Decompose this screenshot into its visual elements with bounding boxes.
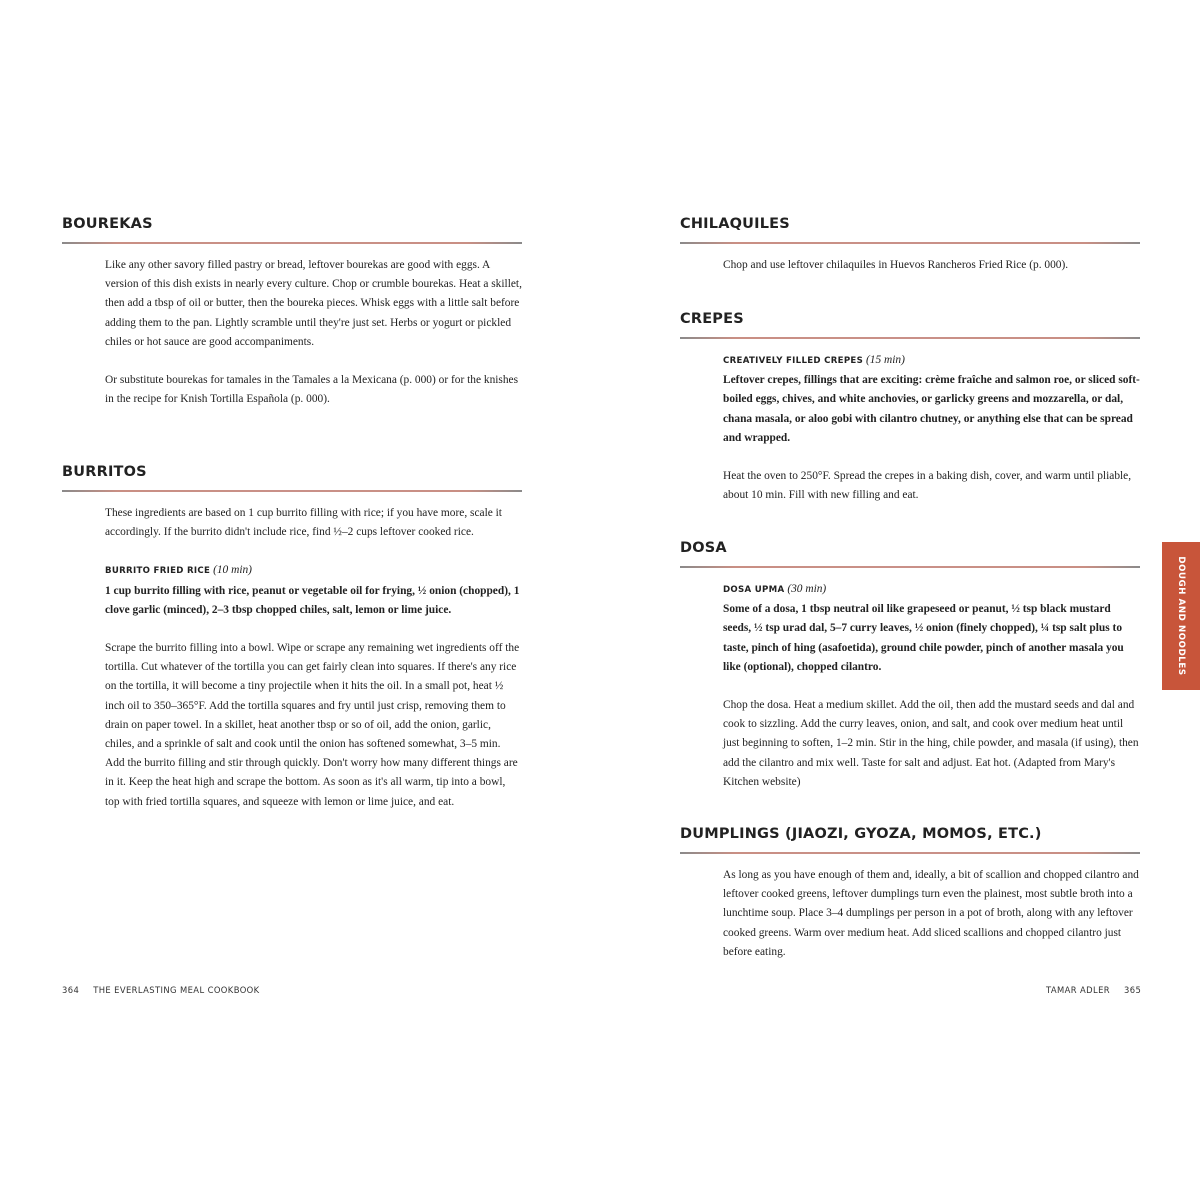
section-heading: CREPES xyxy=(680,311,744,327)
chapter-tab-label: DOUGH AND NOODLES xyxy=(1176,556,1186,676)
section-body xyxy=(105,256,522,409)
recipe-ingredients: Leftover crepes, fillings that are exciting: crème fraîche and salmon roe, or sliced soft-boiled eggs, chives, and white anchovies, or garlicky greens and mozzarella, or dal, chana masala, or aloo gobi with cilantro chutney, or anything else that can be spread and wrapped. xyxy=(723,374,1140,444)
page-number: 365 xyxy=(1124,985,1142,995)
section-crepes xyxy=(680,309,1140,505)
section-rule xyxy=(62,242,522,244)
recipe-time: (30 min) xyxy=(787,583,827,595)
section-heading: DOSA xyxy=(680,540,727,556)
recipe-time: (10 min) xyxy=(213,564,252,577)
right-footer xyxy=(1046,985,1141,995)
section-body xyxy=(723,866,1140,962)
section-bourekas xyxy=(62,214,522,409)
recipe-block xyxy=(723,580,1140,677)
recipe-method: Heat the oven to 250°F. Spread the crepes in a baking dish, cover, and warm until pliable, about 10 min. Fill with new filling and eat. xyxy=(723,470,1132,502)
section-heading: BOUREKAS xyxy=(62,216,153,232)
running-title: THE EVERLASTING MEAL COOKBOOK xyxy=(93,985,260,995)
section-rule xyxy=(680,337,1140,339)
section-body xyxy=(105,504,522,812)
chapter-side-tab xyxy=(1162,542,1200,690)
recipe-title: CREATIVELY FILLED CREPES xyxy=(723,356,864,366)
section-rule xyxy=(680,852,1140,854)
section-rule xyxy=(680,566,1140,568)
section-chilaquiles xyxy=(680,214,1140,275)
paragraph: Chop and use leftover chilaquiles in Huevos Rancheros Fried Rice (p. 000). xyxy=(723,259,1069,271)
section-dumplings xyxy=(680,824,1140,962)
section-rule xyxy=(62,490,522,492)
recipe-time: (15 min) xyxy=(865,354,905,366)
recipe-title: BURRITO FRIED RICE xyxy=(105,566,211,577)
paragraph: Like any other savory filled pastry or bread, leftover bourekas are good with eggs. A version of this dish exists in nearly every culture. Chop or crumble bourekas. Heat a skillet, then add a tbsp of oil or butter, then the boureka pieces. Whisk eggs with a little salt before adding them to the pan. Lightly scramble until they're just set. Herbs or yogurt or pickled chiles or hot sauce are good accompaniments. xyxy=(105,259,522,348)
left-footer xyxy=(62,985,260,995)
section-heading: CHILAQUILES xyxy=(680,216,790,232)
recipe-method: Scrape the burrito filling into a bowl. Wipe or scrape any remaining wet ingredients off the tortilla. Cut whatever of the tortilla you can get fairly clean into squares. If there's any rice on the tortilla, it will become a tiny projectile when it hits the oil. In a small pot, heat ½ inch oil to 350–365°F. Add the tortilla squares and fry until just crisp, removing them to drain on paper towel. In a skillet, heat another tbsp or so of oil, add the onion, garlic, chiles, and a sprinkle of salt and cook until the onion has softened somewhat, 3–5 min. Add the burrito filling and stir through quickly. Don't worry how many different things are in it. Keep the heat high and scrape the bottom. As soon as it's all warm, tip into a bowl, top with fried tortilla squares, and squeeze with lemon or lime juice, and eat. xyxy=(105,642,520,808)
section-body xyxy=(723,580,1140,792)
author-name: TAMAR ADLER xyxy=(1046,985,1110,995)
recipe-block xyxy=(105,561,522,620)
recipe-title: DOSA UPMA xyxy=(723,585,785,595)
recipe-block xyxy=(723,351,1140,448)
intro-paragraph: These ingredients are based on 1 cup burrito filling with rice; if you have more, scale it accordingly. If the burrito didn't include rice, find ½–2 cups leftover cooked rice. xyxy=(105,507,502,539)
section-body xyxy=(723,351,1140,505)
section-burritos xyxy=(62,462,522,812)
page-number: 364 xyxy=(62,985,80,995)
section-heading: DUMPLINGS (JIAOZI, GYOZA, MOMOS, ETC.) xyxy=(680,826,1042,842)
section-dosa xyxy=(680,538,1140,792)
recipe-ingredients: Some of a dosa, 1 tbsp neutral oil like grapeseed or peanut, ½ tsp black mustard seeds, ½ tsp urad dal, 5–7 curry leaves, ½ onion (finely chopped), ¼ tsp salt plus to taste, pinch of hing (asafoetida), ground chile powder, pinch of another masala you like (optional), chopped cilantro. xyxy=(723,603,1124,673)
recipe-ingredients: 1 cup burrito filling with rice, peanut or vegetable oil for frying, ½ onion (chopped), 1 clove garlic (minced), 2–3 tbsp chopped chiles, salt, lemon or lime juice. xyxy=(105,584,520,616)
paragraph: Or substitute bourekas for tamales in the Tamales a la Mexicana (p. 000) or for the knishes in the recipe for Knish Tortilla Española (p. 000). xyxy=(105,374,519,406)
section-body xyxy=(723,256,1140,275)
paragraph: As long as you have enough of them and, ideally, a bit of scallion and chopped cilantro and leftover cooked greens, leftover dumplings turn even the plainest, most subtle broth into a lunchtime soup. Place 3–4 dumplings per person in a pot of broth, along with any leftover cooked greens. Warm over medium heat. Add sliced scallions and chopped cilantro just before eating. xyxy=(723,869,1139,958)
section-rule xyxy=(680,242,1140,244)
section-heading: BURRITOS xyxy=(62,464,147,480)
recipe-method: Chop the dosa. Heat a medium skillet. Add the oil, then add the mustard seeds and dal and cook to sizzling. Add the curry leaves, onion, and salt, and cook over medium heat until just beginning to soften, 1–2 min. Stir in the hing, chile powder, and masala (if using), then add the cilantro and mix well. Taste for salt and adjust. Eat hot. (Adapted from Mary's Kitchen website) xyxy=(723,699,1139,788)
